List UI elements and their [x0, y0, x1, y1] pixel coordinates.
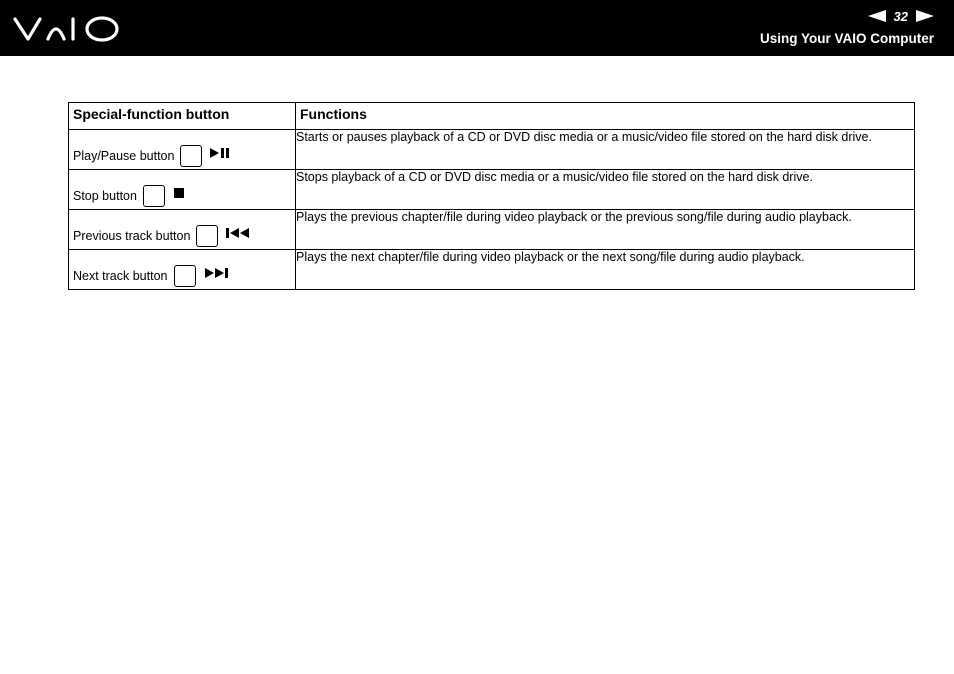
- button-label: Play/Pause button: [73, 149, 175, 163]
- next-track-icon: [202, 265, 230, 281]
- table-header-row: [69, 103, 915, 130]
- keycap-icon: [196, 225, 218, 247]
- button-label: Next track button: [73, 269, 168, 283]
- button-label: Previous track button: [73, 229, 191, 243]
- button-cell: [69, 250, 296, 290]
- stop-icon: [171, 185, 187, 201]
- button-cell: [69, 170, 296, 210]
- column-header-functions: Functions: [296, 103, 915, 130]
- vaio-logo: [12, 14, 122, 44]
- function-description: Plays the next chapter/file during video playback or the next song/file during audio playback.: [296, 250, 915, 290]
- previous-track-icon: [224, 225, 252, 241]
- function-description: Stops playback of a CD or DVD disc media or a music/video file stored on the hard disk drive.: [296, 170, 915, 210]
- table-row: [69, 210, 915, 250]
- play-pause-icon: [208, 145, 232, 161]
- previous-page-arrow-icon[interactable]: [868, 10, 886, 22]
- column-header-button: Special-function button: [69, 103, 296, 130]
- function-description: Starts or pauses playback of a CD or DVD disc media or a music/video file stored on the hard disk drive.: [296, 130, 915, 170]
- keycap-icon: [143, 185, 165, 207]
- table-row: [69, 170, 915, 210]
- button-label: Stop button: [73, 189, 137, 203]
- page-number: 32: [893, 8, 908, 24]
- special-function-table: [68, 102, 915, 290]
- keycap-icon: [174, 265, 196, 287]
- next-page-arrow-icon[interactable]: [916, 10, 934, 22]
- function-description: Plays the previous chapter/file during video playback or the previous song/file during audio playback.: [296, 210, 915, 250]
- section-title: Using Your VAIO Computer: [759, 31, 934, 46]
- keycap-icon: [180, 145, 202, 167]
- table-row: [69, 130, 915, 170]
- table-row: [69, 250, 915, 290]
- button-cell: [69, 130, 296, 170]
- page-navigation: [868, 8, 934, 24]
- button-cell: [69, 210, 296, 250]
- page-header: [0, 0, 954, 56]
